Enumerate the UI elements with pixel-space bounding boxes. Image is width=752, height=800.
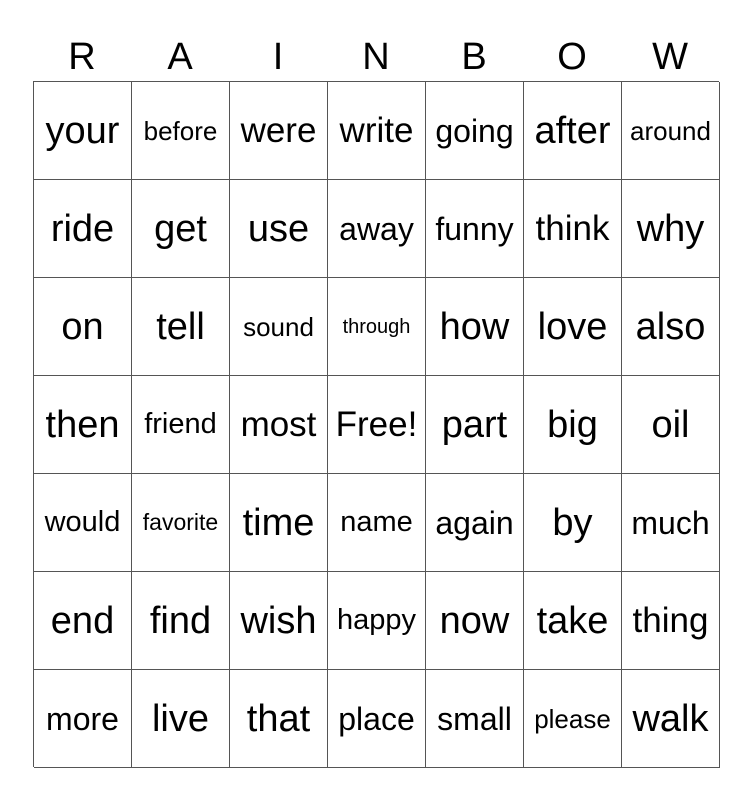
bingo-cell: end — [34, 572, 132, 670]
bingo-cell: now — [426, 572, 524, 670]
bingo-cell: more — [34, 670, 132, 768]
bingo-cell: happy — [328, 572, 426, 670]
bingo-cell: please — [524, 670, 622, 768]
bingo-cell: write — [328, 82, 426, 180]
bingo-cell: friend — [132, 376, 230, 474]
bingo-cell: take — [524, 572, 622, 670]
bingo-cell: ride — [34, 180, 132, 278]
bingo-cell: were — [230, 82, 328, 180]
bingo-cell: through — [328, 278, 426, 376]
bingo-cell: funny — [426, 180, 524, 278]
bingo-cell: place — [328, 670, 426, 768]
bingo-cell: why — [622, 180, 720, 278]
bingo-cell: favorite — [132, 474, 230, 572]
bingo-board — [33, 81, 719, 767]
bingo-cell: around — [622, 82, 720, 180]
bingo-cell: live — [132, 670, 230, 768]
bingo-cell: much — [622, 474, 720, 572]
bingo-cell: on — [34, 278, 132, 376]
bingo-cell: sound — [230, 278, 328, 376]
header-letter-b: B — [461, 36, 487, 78]
bingo-cell: going — [426, 82, 524, 180]
bingo-header — [33, 32, 719, 82]
bingo-cell: tell — [132, 278, 230, 376]
header-letter-r: R — [68, 36, 96, 78]
header-letter-i: I — [272, 36, 284, 78]
bingo-cell: find — [132, 572, 230, 670]
bingo-cell: oil — [622, 376, 720, 474]
bingo-cell: again — [426, 474, 524, 572]
bingo-cell: use — [230, 180, 328, 278]
bingo-cell: after — [524, 82, 622, 180]
bingo-cell: by — [524, 474, 622, 572]
bingo-cell: wish — [230, 572, 328, 670]
header-letter-o: O — [557, 36, 587, 78]
bingo-cell: most — [230, 376, 328, 474]
header-letter-a: A — [167, 36, 193, 78]
header-letter-w: W — [652, 36, 688, 78]
bingo-cell: would — [34, 474, 132, 572]
bingo-cell: before — [132, 82, 230, 180]
bingo-cell: how — [426, 278, 524, 376]
bingo-cell: also — [622, 278, 720, 376]
bingo-cell: big — [524, 376, 622, 474]
bingo-cell: thing — [622, 572, 720, 670]
bingo-cell: love — [524, 278, 622, 376]
bingo-cell: that — [230, 670, 328, 768]
bingo-cell: name — [328, 474, 426, 572]
bingo-cell: then — [34, 376, 132, 474]
bingo-cell: walk — [622, 670, 720, 768]
bingo-cell: Free! — [328, 376, 426, 474]
bingo-cell: part — [426, 376, 524, 474]
bingo-cell: your — [34, 82, 132, 180]
bingo-cell: away — [328, 180, 426, 278]
bingo-cell: time — [230, 474, 328, 572]
bingo-cell: get — [132, 180, 230, 278]
header-letter-n: N — [362, 36, 390, 78]
bingo-cell: think — [524, 180, 622, 278]
bingo-cell: small — [426, 670, 524, 768]
